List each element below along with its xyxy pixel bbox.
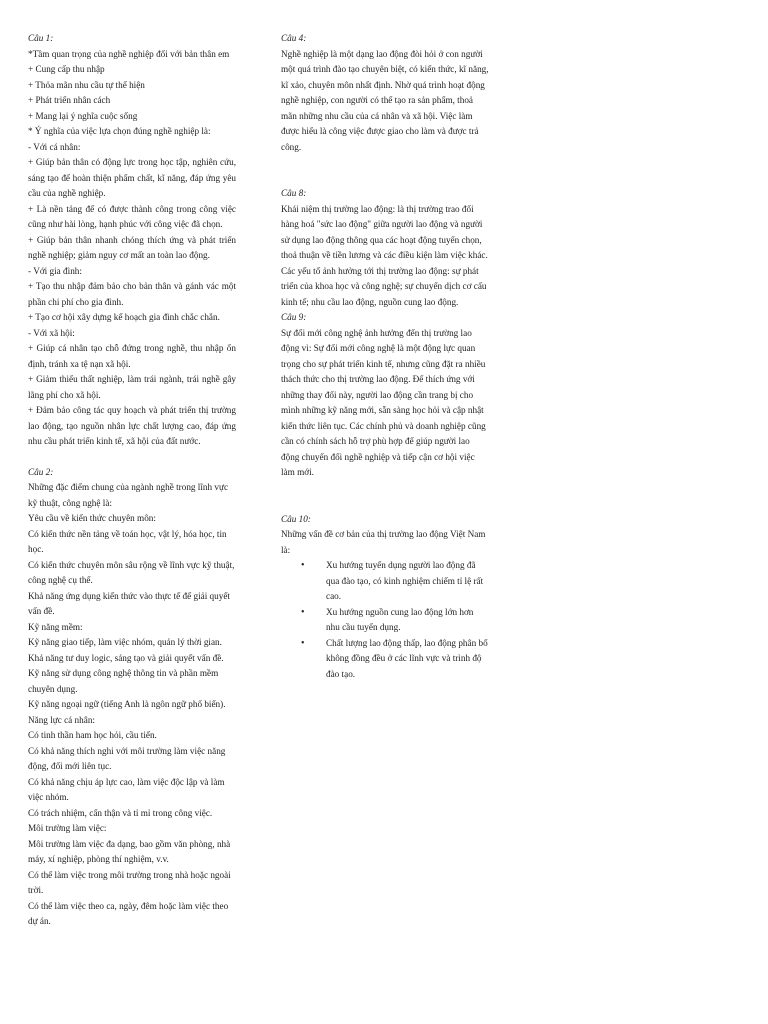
paragraph: Những vấn đề cơ bản của thị trường lao động Việt Nam là: (281, 529, 486, 555)
text-line: Có kiến thức nền tảng về toán học, vật lý, hóa học, tin học. (28, 528, 227, 554)
text-line: Có khả năng thích nghi với môi trường làm việc năng động, đổi mới liên tục. (28, 745, 226, 771)
text-line: - Với xã hội: (28, 327, 75, 338)
section-q1 (28, 31, 236, 450)
right-column (281, 31, 489, 682)
text-line: Kỹ năng sử dụng công nghệ thông tin và phần mềm chuyên dụng. (28, 668, 219, 694)
text-line: + Giúp bản thân nhanh chóng thích ứng và phát triển nghề nghiệp; giảm nguy cơ mất an toàn lao động. (28, 234, 236, 260)
text-line: Có kiến thức chuyên môn sâu rộng về lĩnh vực kỹ thuật, công nghệ cụ thể. (28, 559, 235, 585)
paragraph: Sự đổi mới công nghệ ảnh hưởng đến thị trường lao động vì: Sự đổi mới công nghệ là một động lực quan trọng cho sự phát triển kinh tế, nhưng cũng đặt ra nhiều thách thức cho thị trường lao động. Để thích ứng với những thay đổi này, người lao động cần trang bị cho mình những kỹ năng mới, sẵn sàng học hỏi và cập nhật kiến thức liên tục. Các chính phủ và doanh nghiệp cũng cần có chính sách hỗ trợ phù hợp để giúp người lao động chuyển đổi nghề nghiệp và tiếp cận cơ hội việc làm mới. (281, 327, 486, 477)
text-line: + Thỏa mãn nhu cầu tự thể hiện (28, 79, 145, 90)
section-title: Câu 9: (281, 312, 307, 322)
text-line: + Đảm bảo công tác quy hoạch và phát triển thị trường lao động, tạo nguồn nhân lực chất lượng cao, đáp ứng nhu cầu phát triển kinh tế, xã hội của đất nước. (28, 405, 236, 446)
text-line: Có khả năng chịu áp lực cao, làm việc độc lập và làm việc nhóm. (28, 776, 225, 802)
text-line: Có trách nhiệm, cẩn thận và tỉ mỉ trong công việc. (28, 807, 213, 818)
text-line: Khả năng tư duy logic, sáng tạo và giải quyết vấn đề. (28, 652, 224, 663)
text-line: + Tạo cơ hội xây dựng kế hoạch gia đình chắc chắn. (28, 312, 220, 322)
section-title: Câu 8: (281, 188, 307, 198)
text-line: + Phát triển nhân cách (28, 95, 111, 105)
paragraph: Khái niệm thị trường lao động: là thị trường trao đổi hàng hoá "sức lao động" giữa người lao động và người sử dụng lao động thông qua các hoạt động tuyển chọn, thoả thuận về tiền lương và các điều kiện làm việc khác. Các yếu tố ảnh hưởng tới thị trường lao động: sự phát triển của khoa học và công nghệ; sự chuyển dịch cơ cấu kinh tế; nhu cầu lao động, nguồn cung lao động. (281, 203, 488, 307)
text-line: Khả năng ứng dụng kiến thức vào thực tế để giải quyết vấn đề. (28, 590, 230, 616)
section-title: Câu 4: (281, 33, 307, 43)
text-line: * Ý nghĩa của việc lựa chọn đúng nghề nghiệp là: (28, 126, 211, 136)
bullet-item: • Xu hướng nguồn cung lao động lớn hơn nhu cầu tuyển dụng. (326, 605, 489, 636)
text-line: + Là nền tảng để có được thành công trong công việc cũng như hài lòng, hạnh phúc với công việc đã chọn. (28, 203, 236, 229)
bullet-list (281, 558, 489, 682)
bullet-item: • Chất lượng lao động thấp, lao động phân bố không đồng đều ở các lĩnh vực và trình độ đào tạo. (326, 636, 489, 683)
text-line: Môi trường làm việc: (28, 823, 107, 833)
text-line: Yêu cầu về kiến thức chuyên môn: (28, 513, 156, 523)
text-line: + Giảm thiểu thất nghiệp, làm trái ngành, trái nghề gây lãng phí cho xã hội. (28, 374, 236, 400)
text-line: Kỹ năng mềm: (28, 621, 83, 632)
text-line: Những đặc điểm chung của ngành nghề trong lĩnh vực kỹ thuật, công nghệ là: (28, 482, 229, 508)
text-line: Có tinh thần ham học hỏi, cầu tiến. (28, 730, 157, 740)
text-line: Có thể làm việc trong môi trường trong nhà hoặc ngoài trời. (28, 869, 231, 895)
section-q10 (281, 512, 489, 683)
text-line: + Cung cấp thu nhập (28, 64, 105, 74)
text-line: - Với gia đình: (28, 265, 82, 276)
section-title: Câu 2: (28, 466, 54, 477)
section-q9 (281, 310, 489, 481)
paragraph: Nghề nghiệp là một dạng lao động đòi hỏi ở con người một quá trình đào tạo chuyên biệt, có kiến thức, kĩ năng, kĩ xảo, chuyên môn nhất định. Nhờ quá trình hoạt động nghề nghiệp, con người có thể tạo ra sản phẩm, thoả mãn những nhu cầu của cá nhân và xã hội. Việc làm được hiểu là công việc được giao cho làm và được trả công. (281, 48, 489, 152)
text-line: - Với cá nhân: (28, 141, 81, 152)
text-line: Kỹ năng ngoại ngữ (tiếng Anh là ngôn ngữ phổ biến). (28, 699, 226, 709)
text-line: *Tầm quan trọng của nghề nghiệp đối với bản thân em (28, 48, 230, 59)
text-line: + Tạo thu nhập đảm bảo cho bản thân và gánh vác một phần chi phí cho gia đình. (28, 281, 236, 307)
section-q8 (281, 186, 489, 310)
section-title: Câu 10: (281, 513, 311, 524)
text-line: Môi trường làm việc đa dạng, bao gồm văn phòng, nhà máy, xí nghiệp, phòng thí nghiệm, v.v. (28, 838, 231, 864)
text-line: + Giúp cá nhân tạo chỗ đứng trong nghề, thu nhập ổn định, tránh xa tệ nạn xã hội. (28, 343, 236, 369)
left-column (28, 31, 236, 930)
text-line: Kỹ năng giao tiếp, làm việc nhóm, quản lý thời gian. (28, 637, 222, 647)
text-line: Có thể làm việc theo ca, ngày, đêm hoặc làm việc theo dự án. (28, 900, 229, 926)
bullet-item: • Xu hướng tuyển dụng người lao động đã qua đào tạo, có kinh nghiệm chiếm tỉ lệ rất cao. (326, 558, 489, 605)
text-line: + Giúp bản thân có động lực trong học tập, nghiên cứu, sáng tạo để hoàn thiện phẩm chất, kĩ năng, đáp ứng yêu cầu của nghề nghiệp. (28, 157, 236, 198)
section-title: Câu 1: (28, 33, 54, 43)
section-q2 (28, 465, 236, 930)
text-line: Năng lực cá nhân: (28, 714, 95, 725)
text-line: + Mang lại ý nghĩa cuộc sống (28, 110, 138, 121)
section-q4 (281, 31, 489, 155)
